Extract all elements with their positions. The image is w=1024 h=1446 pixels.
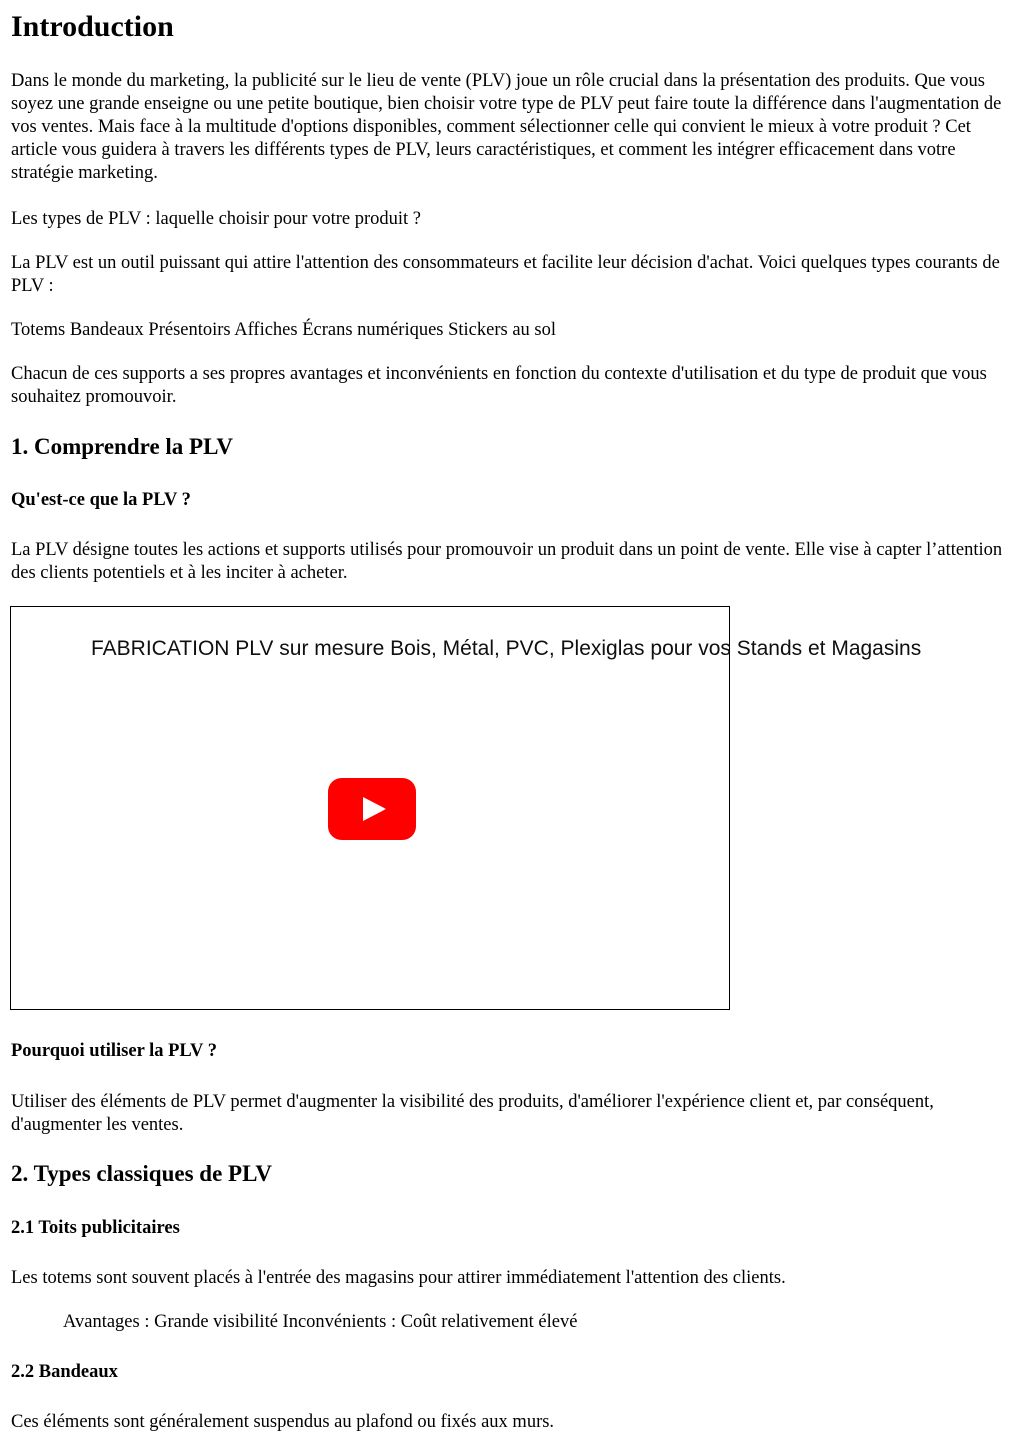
intro-heading: Introduction	[11, 10, 174, 43]
section-2-sub-2-paragraph: Ces éléments sont généralement suspendus au plafond ou fixés aux murs.	[11, 1412, 555, 1432]
section-1-sub-2-heading: Pourquoi utiliser la PLV ?	[11, 1041, 217, 1061]
plv-tool-paragraph: La PLV est un outil puissant qui attire l'attention des consommateurs et facilite leur décision d'achat. Voici quelques types courants de PLV :	[11, 253, 1000, 296]
section-2-sub-2-heading: 2.2 Bandeaux	[11, 1362, 118, 1382]
section-1-sub-1-paragraph: La PLV désigne toutes les actions et supports utilisés pour promouvoir un produit dans un point de vente. Elle vise à capter l’attention des clients potentiels et à les inciter à acheter.	[11, 540, 1003, 583]
video-title[interactable]: FABRICATION PLV sur mesure Bois, Métal, PVC, Plexiglas pour vos Stands et Magasins	[91, 637, 922, 660]
section-1-sub-1-heading: Qu'est-ce que la PLV ?	[11, 490, 191, 510]
types-question: Les types de PLV : laquelle choisir pour votre produit ?	[11, 209, 422, 229]
section-1-heading: 1. Comprendre la PLV	[11, 434, 233, 459]
section-2-sub-1-paragraph: Les totems sont souvent placés à l'entrée des magasins pour attirer immédiatement l'attention des clients.	[11, 1268, 786, 1288]
section-2-sub-1-heading: 2.1 Toits publicitaires	[11, 1218, 180, 1238]
pros-cons: Avantages : Grande visibilité Inconvénients : Coût relativement élevé	[63, 1312, 578, 1332]
youtube-play-icon[interactable]	[328, 778, 416, 840]
intro-paragraph: Dans le monde du marketing, la publicité sur le lieu de vente (PLV) joue un rôle crucial dans la présentation des produits. Que vous soyez une grande enseigne ou une petite boutique, bien choisir votre type de PLV peut faire toute la différence dans l'augmentation de vos ventes. Mais face à la multitude d'options disponibles, comment sélectionner celle qui convient le mieux à votre produit ? Cet article vous guidera à travers les différents types de PLV, leurs caractéristiques, et comment les intégrer efficacement dans votre stratégie marketing.	[11, 71, 1002, 183]
section-2-heading: 2. Types classiques de PLV	[11, 1161, 272, 1186]
section-1-sub-2-paragraph: Utiliser des éléments de PLV permet d'augmenter la visibilité des produits, d'améliorer l'expérience client et, par conséquent, d'augmenter les ventes.	[11, 1092, 934, 1135]
video-embed[interactable]	[10, 606, 922, 1010]
supports-paragraph: Chacun de ces supports a ses propres avantages et inconvénients en fonction du contexte d'utilisation et du type de produit que vous souhaitez promouvoir.	[11, 364, 987, 407]
plv-types-list: Totems Bandeaux Présentoirs Affiches Écrans numériques Stickers au sol	[11, 320, 557, 340]
